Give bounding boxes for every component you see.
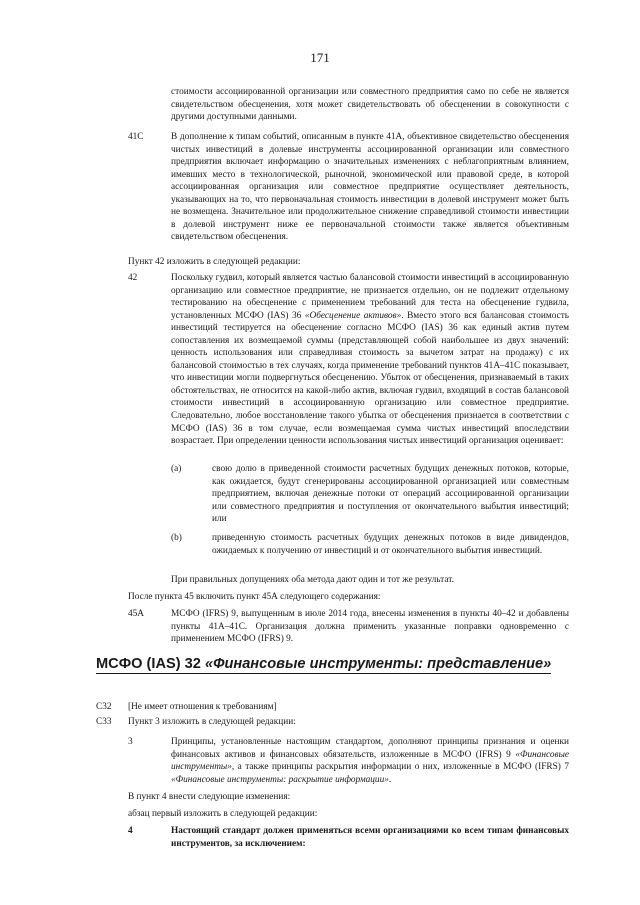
paragraph-number-4: 4 xyxy=(128,826,133,836)
paragraph-42-text xyxy=(171,272,569,448)
paragraph-42-closing: При правильных допущениях оба метода дают один и тот же результат. xyxy=(171,575,454,585)
list-item-text-a: свою долю в приведенной стоимости расчетных будущих денежных потоков, которые, как ожидается, будут сгенерированы ассоциированной организацией или совместным предприятием, включая денежные потоки от операций ассоциированной организации или совместного предприятия и поступления от окончательного выбытия инвестиций; или xyxy=(212,464,569,525)
section-heading xyxy=(96,656,552,673)
paragraph-41b-continuation: стоимости ассоциированной организации или совместного предприятия само по себе не является свидетельством обесценения, хотя может свидетельствовать об обесценении в совокупности с другими доступными данными. xyxy=(171,87,569,123)
paragraph-3-text-part: . xyxy=(388,774,392,785)
paragraph-c32-text: [Не имеет отношения к требованиям] xyxy=(128,702,277,712)
standard-title-italic: «Обесценение активов» xyxy=(304,310,402,321)
paragraph-number-42: 42 xyxy=(128,273,138,283)
list-item-text-b: приведенную стоимость расчетных будущих денежных потоков в виде дивидендов, ожидаемых к получению от инвестиций и от окончательного выбытия инвестиций. xyxy=(212,533,569,556)
paragraph-41c-text: В дополнение к типам событий, описанным в пункте 41А, объективное свидетельство обесценения чистых инвестиций в долевые инструменты ассоциированной организации или совместного предприятия включает информацию о значительных изменениях с неблагоприятным влиянием, имевших место в технологической, рыночной, экономической или правовой среде, в которой ассоциированная организация или совместное предприятие осуществляет деятельность, указывающих на то, что первоначальная стоимость инвестиции в долевой инструмент может быть не возмещена. Значительное или продолжительное снижение справедливой стоимости инвестиции в долевой инструмент ниже ее первоначальной стоимости также является объективным свидетельством обесценения. xyxy=(171,132,569,243)
paragraph-number-c33: C33 xyxy=(96,717,112,727)
heading-title: «Финансовые инструменты: представление» xyxy=(204,656,552,672)
paragraph-3-text-part: , а также принципы раскрытия информации о них, изложенные в МСФО (IFRS) 7 xyxy=(231,762,569,773)
paragraph-3-text-part: Принципы, установленные настоящим стандартом, дополняют принципы признания и оценки финансовых активов и финансовых обязательств, изложенные в МСФО (IFRS) 9 xyxy=(171,737,569,760)
paragraph-number-41c: 41C xyxy=(128,132,144,142)
standard-title-italic: «Финансовые инструменты» xyxy=(171,749,569,773)
paragraph-42-text-part: Поскольку гудвил, который является частью балансовой стоимости инвестиций в ассоциированную организацию или совместное предприятие, не признается отдельно, он не подлежит отдельному тестированию на обесценение с применением требований для теста на обесценение гудвила, установленных МСФО (IAS) 36 xyxy=(171,273,569,321)
paragraph-number-c32: C32 xyxy=(96,702,112,712)
list-item-label-a: (a) xyxy=(171,464,182,474)
paragraph-4-text: Настоящий стандарт должен применяться всеми организациями ко всем типам финансовых инструментов, за исключением: xyxy=(171,826,569,849)
paragraph-number-45a: 45A xyxy=(128,609,145,619)
list-item-label-b: (b) xyxy=(171,533,182,543)
standard-title-italic: «Финансовые инструменты: раскрытие информации» xyxy=(171,774,389,785)
paragraph-42-text-part: . Вместо этого вся балансовая стоимость инвестиций тестируется на обесценение согласно МСФО (IAS) 36 как единый актив путем сопоставления их возмещаемой суммы (представляющей собой наибольшее из двух значений: ценность использования или справедливая стоимость за вычетом затрат на продажу) с их балансовой стоимостью в тех случаях, когда применение требований пунктов 41А–41С показывает, что инвестиции могли подвергнуться обесценению. Убыток от обесценения, признаваемый в таких обстоятельствах, не относится на какой-либо актив, включая гудвил, входящий в состав балансовой стоимости инвестиций в ассоциированную организацию или совместное предприятие. Следовательно, любое восстановление такого убытка от обесценения признается в соответствии с МСФО (IAS) 36 в том случае, если возмещаемая сумма чистых инвестиций впоследствии возрастает. При определении ценности использования чистых инвестиций организация оценивает: xyxy=(171,310,570,447)
paragraph-3-text xyxy=(171,736,569,786)
instruction-paragraph-45a: После пункта 45 включить пункт 45А следующего содержания: xyxy=(128,592,381,602)
instruction-paragraph-4: В пункт 4 внести следующие изменения: xyxy=(128,792,291,802)
instruction-paragraph-42: Пункт 42 изложить в следующей редакции: xyxy=(128,257,301,267)
paragraph-c33-text: Пункт 3 изложить в следующей редакции: xyxy=(128,717,296,727)
page-number: 171 xyxy=(310,50,330,65)
paragraph-45a-text: МСФО (IFRS) 9, выпущенным в июле 2014 года, внесены изменения в пункты 40–42 и добавлены пункты 41А–41С. Организация должна применить указанные поправки одновременно с применением МСФО (IFRS) 9. xyxy=(171,609,569,645)
heading-prefix: МСФО (IAS) 32 xyxy=(96,656,205,672)
instruction-paragraph-4-first: абзац первый изложить в следующей редакции: xyxy=(128,809,318,819)
paragraph-number-3: 3 xyxy=(128,737,133,747)
